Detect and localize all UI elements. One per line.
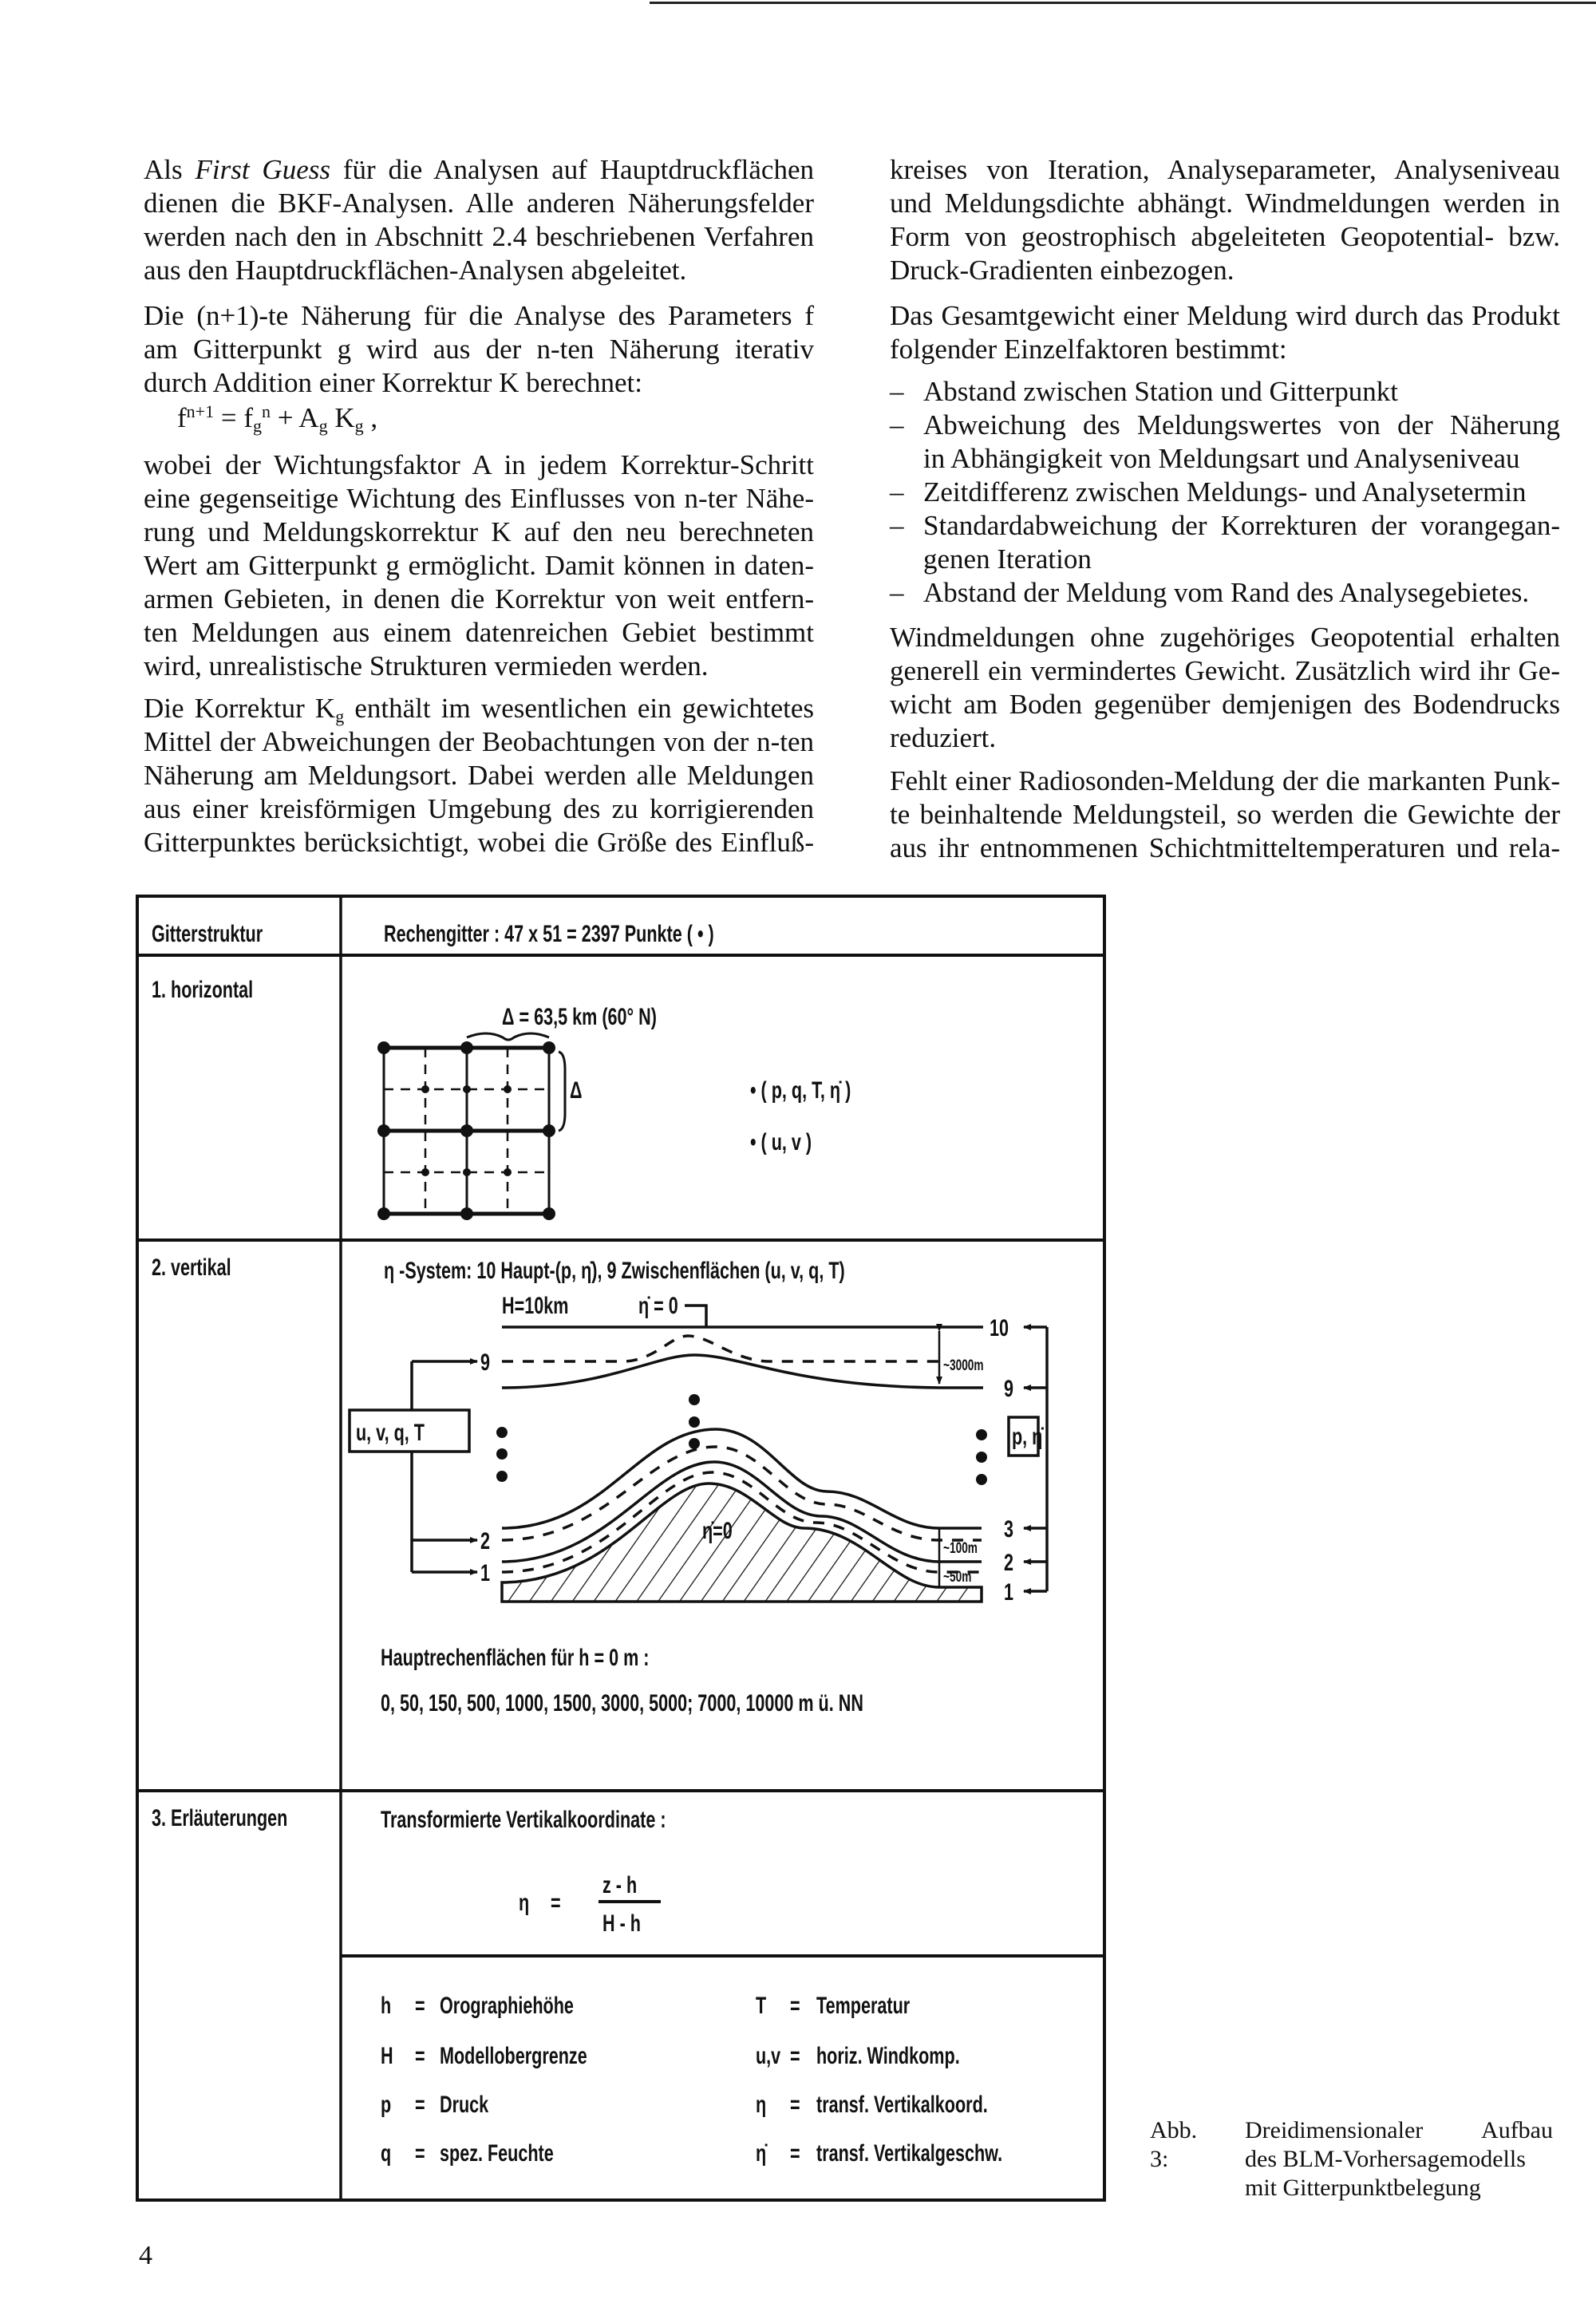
symbol-legend xyxy=(381,1991,1002,2166)
main-levels-values: 0, 50, 150, 500, 1000, 1500, 3000, 5000; 7000, 10000 m ü. NN xyxy=(381,1689,863,1716)
vertical-section-diagram xyxy=(350,1306,1047,1602)
subscript: g xyxy=(354,416,364,436)
legend-main-points: • ( p, q, T, η̇ ) xyxy=(750,1076,851,1104)
text-line: in Abhängigkeit von Meldungsart und Analyseniveau xyxy=(923,443,1520,474)
text-line: reduziert. xyxy=(890,722,997,753)
text-line: Die (n+1)-te Näherung für die Analyse des Parameters f xyxy=(144,300,814,331)
legend-symbol: u,v xyxy=(756,2041,781,2069)
formula-eta: η xyxy=(519,1888,530,1916)
legend-text: transf. Vertikalkoord. xyxy=(816,2090,988,2118)
text-line: generell ein vermindertes Gewicht. Zusätzlich wird ihr Ge- xyxy=(890,655,1560,686)
eta-dot-zero-ground: η̇=0 xyxy=(702,1516,733,1544)
text-line: wird, unrealistische Strukturen vermieden werden. xyxy=(144,650,709,681)
superscript: n xyxy=(261,401,271,421)
text-line: Form von geostrophisch abgeleiteten Geopotential- bzw. xyxy=(890,221,1560,252)
legend-wind-points: • ( u, v ) xyxy=(750,1128,812,1156)
text-line: te beinhaltende Meldungsteil, so werden die Gewichte der xyxy=(890,799,1560,830)
header-rechengitter: Rechengitter : 47 x 51 = 2397 Punkte ( • ) xyxy=(384,919,714,947)
legend-text: horiz. Windkomp. xyxy=(816,2041,960,2069)
legend-symbol: H xyxy=(381,2041,393,2069)
text-line: ten Meldungen aus einem datenreichen Gebiet bestimmt xyxy=(144,617,814,648)
horizontal-grid xyxy=(377,1041,565,1220)
legend-equals: = xyxy=(415,2139,425,2167)
text-run: für die Analysen auf Hauptdruckflächen xyxy=(330,154,814,185)
bullet-dash: – xyxy=(890,376,904,407)
text-line: Abstand der Meldung vom Rand des Analysegebietes. xyxy=(923,577,1530,608)
level-right-1: 1 xyxy=(1004,1578,1014,1606)
legend-symbol: h xyxy=(381,1991,392,2019)
text-run: First Guess xyxy=(195,154,330,185)
text-run: , xyxy=(363,402,378,433)
text-line: Druck-Gradienten einbezogen. xyxy=(890,255,1235,286)
caption-label: Abb. 3: xyxy=(1150,2117,1198,2172)
text-line: dienen die BKF-Analysen. Alle anderen Näherungsfelder xyxy=(144,188,814,219)
legend-equals: = xyxy=(415,2090,425,2118)
text-run: K xyxy=(327,402,355,433)
formula-equals: = xyxy=(551,1888,561,1916)
text-line: Gitterpunktes berücksichtigt, wobei die Größe des Einfluß- xyxy=(144,827,814,858)
legend-text: Druck xyxy=(440,2090,489,2118)
legend-equals: = xyxy=(790,2090,800,2118)
text-line: aus ihr entnommenen Schichtmitteltemperaturen und rela- xyxy=(890,832,1560,863)
text-line: Standardabweichung der Korrekturen der vorangegan- xyxy=(923,510,1560,541)
spacing-3000m: ~3000m xyxy=(943,1356,984,1374)
level-left-2: 2 xyxy=(480,1527,491,1555)
bullet-dash: – xyxy=(890,476,904,508)
text-line: kreises von Iteration, Analyseparameter, Analyseniveau xyxy=(890,154,1560,185)
text-line: Abweichung des Meldungswertes von der Näherung xyxy=(923,409,1560,440)
text-run: f xyxy=(177,402,187,433)
text-line: eine gegenseitige Wichtung des Einflusses von n-ter Nähe- xyxy=(144,483,814,514)
grid-spacing-label: Δ = 63,5 km (60° N) xyxy=(502,1002,657,1030)
level-left-1: 1 xyxy=(480,1558,491,1586)
text-run: Die Korrektur K xyxy=(144,693,336,724)
legend-text: Modellobergrenze xyxy=(440,2041,587,2069)
text-line: rung und Meldungskorrektur K auf den neu berechneten xyxy=(144,516,814,547)
brace-top xyxy=(467,1033,549,1040)
model-top-label: H=10km xyxy=(502,1291,569,1319)
legend-symbol: T xyxy=(756,1991,767,2019)
superscript: n+1 xyxy=(186,401,215,421)
caption-line: mit Gitterpunktbelegung xyxy=(1245,2175,1481,2201)
legend-text: spez. Feuchte xyxy=(440,2139,554,2167)
text-line: Fehlt einer Radiosonden-Meldung der die markanten Punk- xyxy=(890,765,1560,796)
legend-equals: = xyxy=(415,1991,425,2019)
level-right-9: 9 xyxy=(1004,1374,1014,1402)
legend-equals: = xyxy=(790,2041,800,2069)
text-line: aus einer kreisförmigen Umgebung des zu korrigierenden xyxy=(144,793,814,824)
section-explanations-label: 3. Erläuterungen xyxy=(152,1803,288,1831)
bullet-dash: – xyxy=(890,409,904,440)
text-line: am Gitterpunkt g wird aus der n-ten Näherung iterativ xyxy=(144,334,814,365)
box-uvqT: u, v, q, T xyxy=(356,1418,425,1446)
transformed-coordinate-title: Transformierte Vertikalkoordinate : xyxy=(381,1805,666,1833)
formula-numerator: z - h xyxy=(602,1871,638,1898)
bullet-dash: – xyxy=(890,577,904,608)
legend-symbol: p xyxy=(381,2090,392,2118)
legend-symbol: η̇ xyxy=(756,2139,767,2167)
text-line: armen Gebieten, in denen die Korrektur von weit entfern- xyxy=(144,583,814,614)
level-left-9: 9 xyxy=(480,1348,491,1376)
legend-symbol: η xyxy=(756,2090,767,2118)
legend-text: Temperatur xyxy=(816,1991,911,2019)
text-run: Als xyxy=(144,154,196,185)
formula-denominator: H - h xyxy=(602,1909,641,1937)
bullet-dash: – xyxy=(890,510,904,541)
text-line: folgender Einzelfaktoren bestimmt: xyxy=(890,334,1287,365)
section-horizontal-label: 1. horizontal xyxy=(152,975,254,1003)
text-line: Das Gesamtgewicht einer Meldung wird durch das Produkt xyxy=(890,300,1560,331)
text-line: aus den Hauptdruckflächen-Analysen abgeleitet. xyxy=(144,255,687,286)
level-right-3: 3 xyxy=(1004,1515,1014,1543)
text-run: = f xyxy=(214,402,253,433)
subscript: g xyxy=(318,416,328,436)
text-line: Mittel der Abweichungen der Beobachtungen von der n-ten xyxy=(144,726,814,757)
subscript: g xyxy=(252,416,262,436)
text-line: Näherung am Meldungsort. Dabei werden alle Meldungen xyxy=(144,760,814,791)
grid-delta-side: Δ xyxy=(570,1076,583,1104)
legend-equals: = xyxy=(790,1991,800,2019)
legend-equals: = xyxy=(415,2041,425,2069)
text-line: Zeitdifferenz zwischen Meldungs- und Analysetermin xyxy=(923,476,1527,508)
text-line: Windmeldungen ohne zugehöriges Geopotential erhalten xyxy=(890,622,1560,653)
text-line: genen Iteration xyxy=(923,543,1092,575)
eta-dot-zero-top: η̇ = 0 xyxy=(638,1291,678,1319)
caption-line: Dreidimensionaler Aufbau xyxy=(1245,2117,1553,2143)
legend-symbol: q xyxy=(381,2139,392,2167)
level-right-10: 10 xyxy=(990,1314,1009,1341)
text-line: wobei der Wichtungsfaktor A in jedem Korrektur-Schritt xyxy=(144,449,814,480)
legend-text: Orographiehöhe xyxy=(440,1991,574,2019)
page-number: 4 xyxy=(139,2241,152,2270)
subscript: g xyxy=(335,706,345,726)
caption-line: des BLM-Vorhersagemodells xyxy=(1245,2146,1526,2172)
legend-text: transf. Vertikalgeschw. xyxy=(816,2139,1003,2167)
spacing-50m: ~50m xyxy=(943,1567,972,1586)
level-right-2: 2 xyxy=(1004,1548,1014,1576)
text-run: + A xyxy=(270,402,319,433)
text-line: Wert am Gitterpunkt g ermöglicht. Damit können in daten- xyxy=(144,550,814,581)
text-line: werden nach den in Abschnitt 2.4 beschriebenen Verfahren xyxy=(144,221,814,252)
text-line: Abstand zwischen Station und Gitterpunkt xyxy=(923,376,1398,407)
text-line: und Meldungsdichte abhängt. Windmeldungen werden in xyxy=(890,188,1560,219)
box-p-etadot: p, η̇ xyxy=(1012,1422,1043,1450)
main-levels-title: Hauptrechenflächen für h = 0 m : xyxy=(381,1643,650,1671)
text-line: durch Addition einer Korrektur K berechnet: xyxy=(144,367,642,398)
spacing-100m: ~100m xyxy=(943,1539,978,1557)
text-run: enthält im wesentlichen ein gewichtetes xyxy=(344,693,814,724)
header-gitterstruktur: Gitterstruktur xyxy=(152,919,263,947)
text-line: wicht am Boden gegenüber demjenigen des Bodendrucks xyxy=(890,689,1560,720)
legend-equals: = xyxy=(790,2139,800,2167)
section-vertical-label: 2. vertikal xyxy=(152,1253,231,1281)
eta-system-title: η -System: 10 Haupt-(p, η̇), 9 Zwischenflächen (u, v, q, T) xyxy=(384,1256,845,1284)
